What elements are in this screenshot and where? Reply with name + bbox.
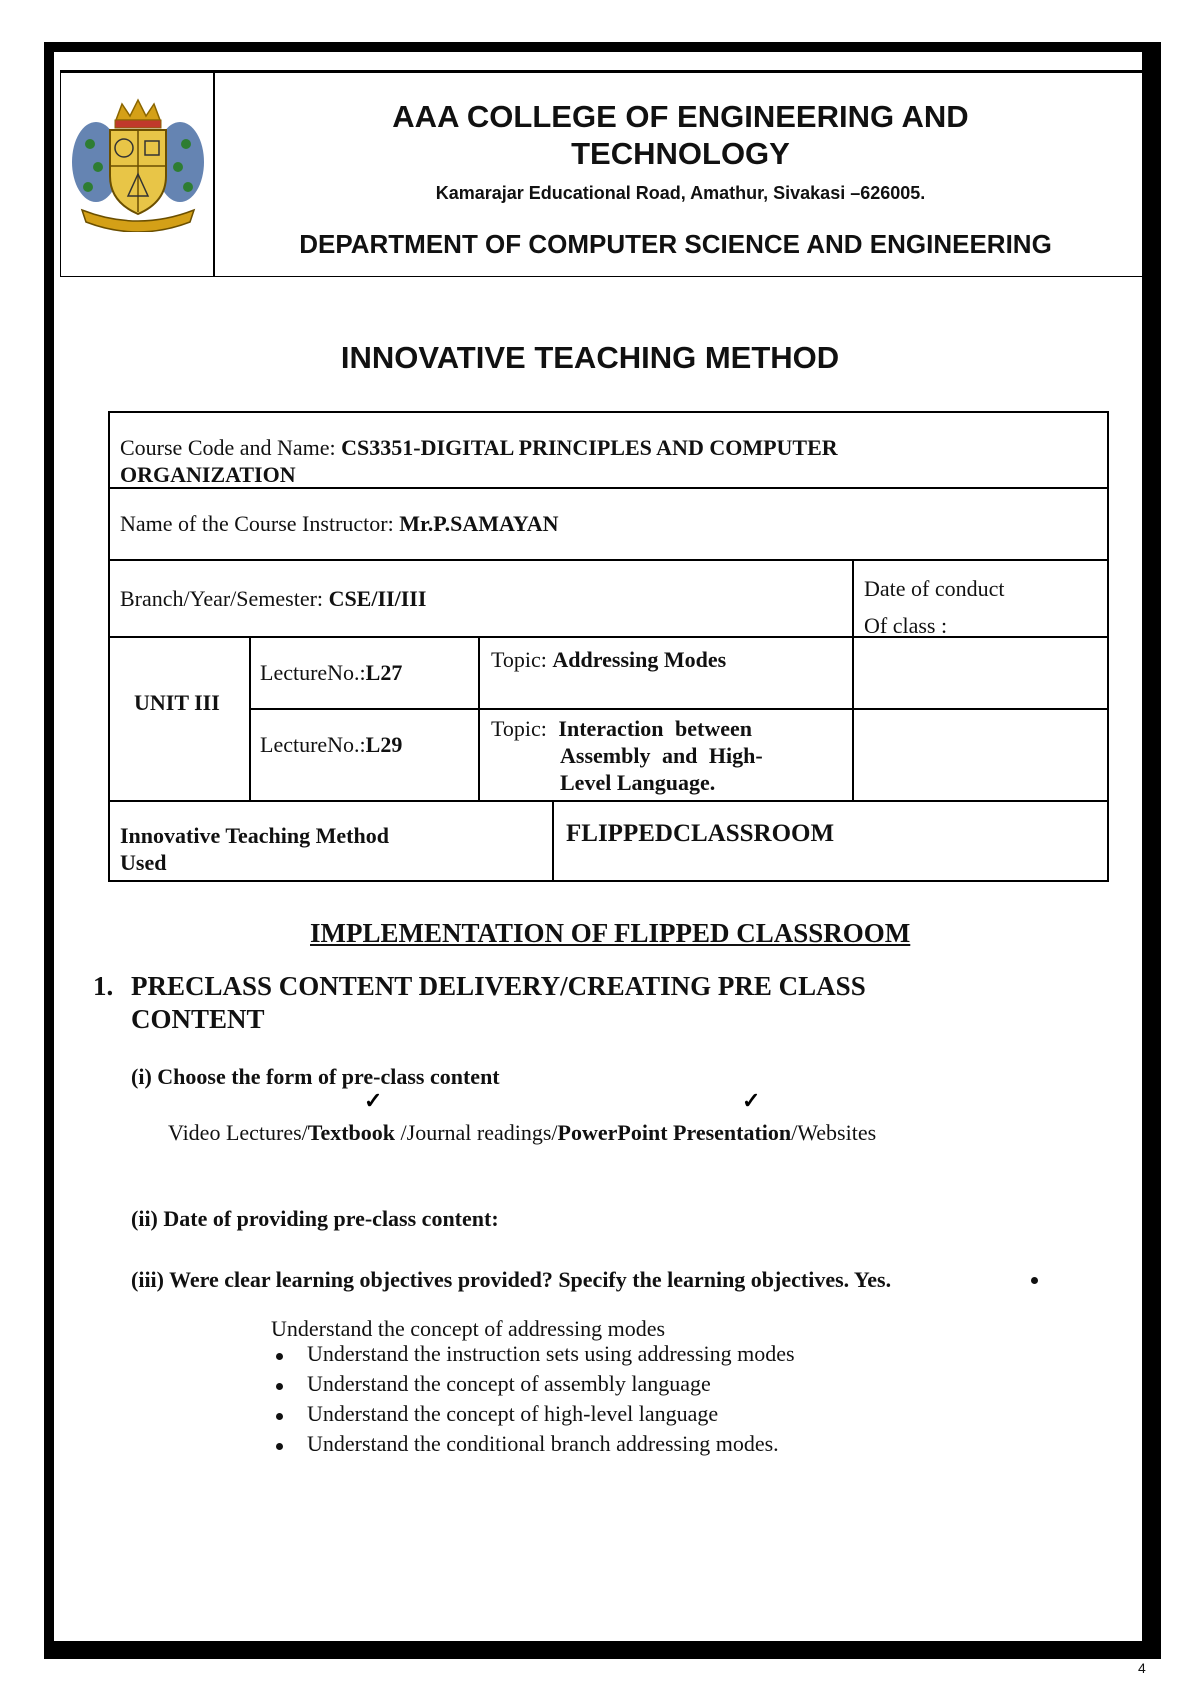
topic-value-continued: Level Language.: [560, 770, 716, 795]
topic-value-continued: Assembly and High-: [560, 743, 763, 768]
method-label: Innovative Teaching Method: [120, 823, 389, 848]
table-rule: [249, 708, 1109, 710]
college-name: AAA COLLEGE OF ENGINEERING AND TECHNOLOGY: [392, 99, 969, 171]
method-value: FLIPPEDCLASSROOM: [566, 820, 835, 847]
lecture-label: LectureNo.:: [260, 660, 366, 685]
table-column-rule: [249, 636, 251, 801]
course-value-continued: ORGANIZATION: [120, 462, 296, 487]
bullet-icon: [1031, 1277, 1038, 1284]
topic-label: Topic:: [491, 716, 559, 741]
bullet-icon: [276, 1353, 283, 1360]
date-of-conduct-cell: [864, 570, 1005, 644]
table-border-right: [1107, 411, 1109, 881]
course-cell: [120, 434, 838, 488]
course-value: CS3351-DIGITAL PRINCIPLES AND COMPUTER: [341, 435, 838, 460]
lecture-topic: [491, 715, 752, 742]
branch-cell: [120, 585, 426, 612]
page-border-shadow-right: [1149, 42, 1161, 1659]
question-objectives: (iii) Were clear learning objectives provided? Specify the learning objectives. Yes.: [131, 1267, 892, 1292]
date-label: Date of conduct: [864, 576, 1005, 601]
header-top-rule: [60, 70, 1146, 73]
question-content-form: (i) Choose the form of pre-class content: [131, 1064, 500, 1089]
page-number: 4: [1138, 1660, 1146, 1676]
section-title-line: CONTENT: [131, 1004, 265, 1034]
date-label-continued: Of class :: [864, 613, 948, 638]
branch-value: CSE/II/III: [328, 586, 427, 611]
objective-item: Understand the concept of assembly language: [307, 1371, 711, 1396]
bullet-icon: [276, 1383, 283, 1390]
instructor-label: Name of the Course Instructor:: [120, 511, 400, 536]
table-border-top: [108, 411, 1109, 413]
checkmark-icon: ✓: [742, 1088, 761, 1113]
form-textbook: Textbook: [307, 1120, 396, 1145]
table-column-rule: [552, 800, 554, 881]
form-video: Video Lectures/: [168, 1120, 308, 1145]
method-label-continued: Used: [120, 850, 167, 875]
section-number: 1.: [93, 971, 114, 1001]
lecture-value: L27: [365, 660, 403, 685]
bullet-icon: [276, 1413, 283, 1420]
college-crest-icon: [68, 92, 208, 232]
bullet-icon: [276, 1443, 283, 1450]
table-border-bottom: [108, 880, 1109, 882]
implementation-heading: IMPLEMENTATION OF FLIPPED CLASSROOM: [310, 918, 911, 948]
topic-value: Interaction between: [558, 716, 752, 741]
lecture-number: [260, 659, 402, 686]
content-forms-line: [168, 1120, 876, 1146]
objective-item: Understand the concept of high-level language: [307, 1401, 719, 1426]
page-border-shadow-bottom: [44, 1649, 1161, 1659]
unit-label: UNIT III: [134, 690, 220, 715]
checkmark-icon: ✓: [364, 1088, 383, 1113]
table-column-rule: [478, 636, 480, 801]
table-border-left: [108, 411, 110, 881]
question-date: (ii) Date of providing pre-class content:: [131, 1206, 499, 1231]
course-label: Course Code and Name:: [120, 435, 342, 460]
table-rule: [108, 559, 1109, 561]
method-label-cell: [120, 822, 389, 876]
instructor-cell: [120, 510, 559, 537]
form-powerpoint: PowerPoint Presentation: [557, 1120, 792, 1145]
form-websites: /Websites: [791, 1120, 877, 1145]
objective-intro: Understand the concept of addressing modes: [271, 1316, 666, 1341]
lecture-value: L29: [365, 732, 403, 757]
table-rule: [108, 800, 1109, 802]
page-title: INNOVATIVE TEACHING METHOD: [340, 340, 840, 375]
topic-value: Addressing Modes: [552, 647, 727, 672]
instructor-value: Mr.P.SAMAYAN: [399, 511, 559, 536]
college-address: Kamarajar Educational Road, Amathur, Sivakasi –626005.: [435, 183, 926, 203]
section-title-line: PRECLASS CONTENT DELIVERY/CREATING PRE CLASS: [131, 971, 866, 1001]
branch-label: Branch/Year/Semester:: [120, 586, 329, 611]
lecture-number: [260, 731, 402, 758]
lecture-label: LectureNo.:: [260, 732, 366, 757]
objective-item: Understand the conditional branch addressing modes.: [307, 1431, 779, 1456]
lecture-topic: [491, 646, 726, 673]
table-column-rule: [852, 559, 854, 801]
form-journal: /Journal readings/: [395, 1120, 558, 1145]
section-title: [131, 970, 866, 1036]
topic-label: Topic:: [491, 647, 553, 672]
department-name: DEPARTMENT OF COMPUTER SCIENCE AND ENGINEERING: [299, 229, 1052, 259]
objective-item: Understand the instruction sets using addressing modes: [307, 1341, 795, 1366]
